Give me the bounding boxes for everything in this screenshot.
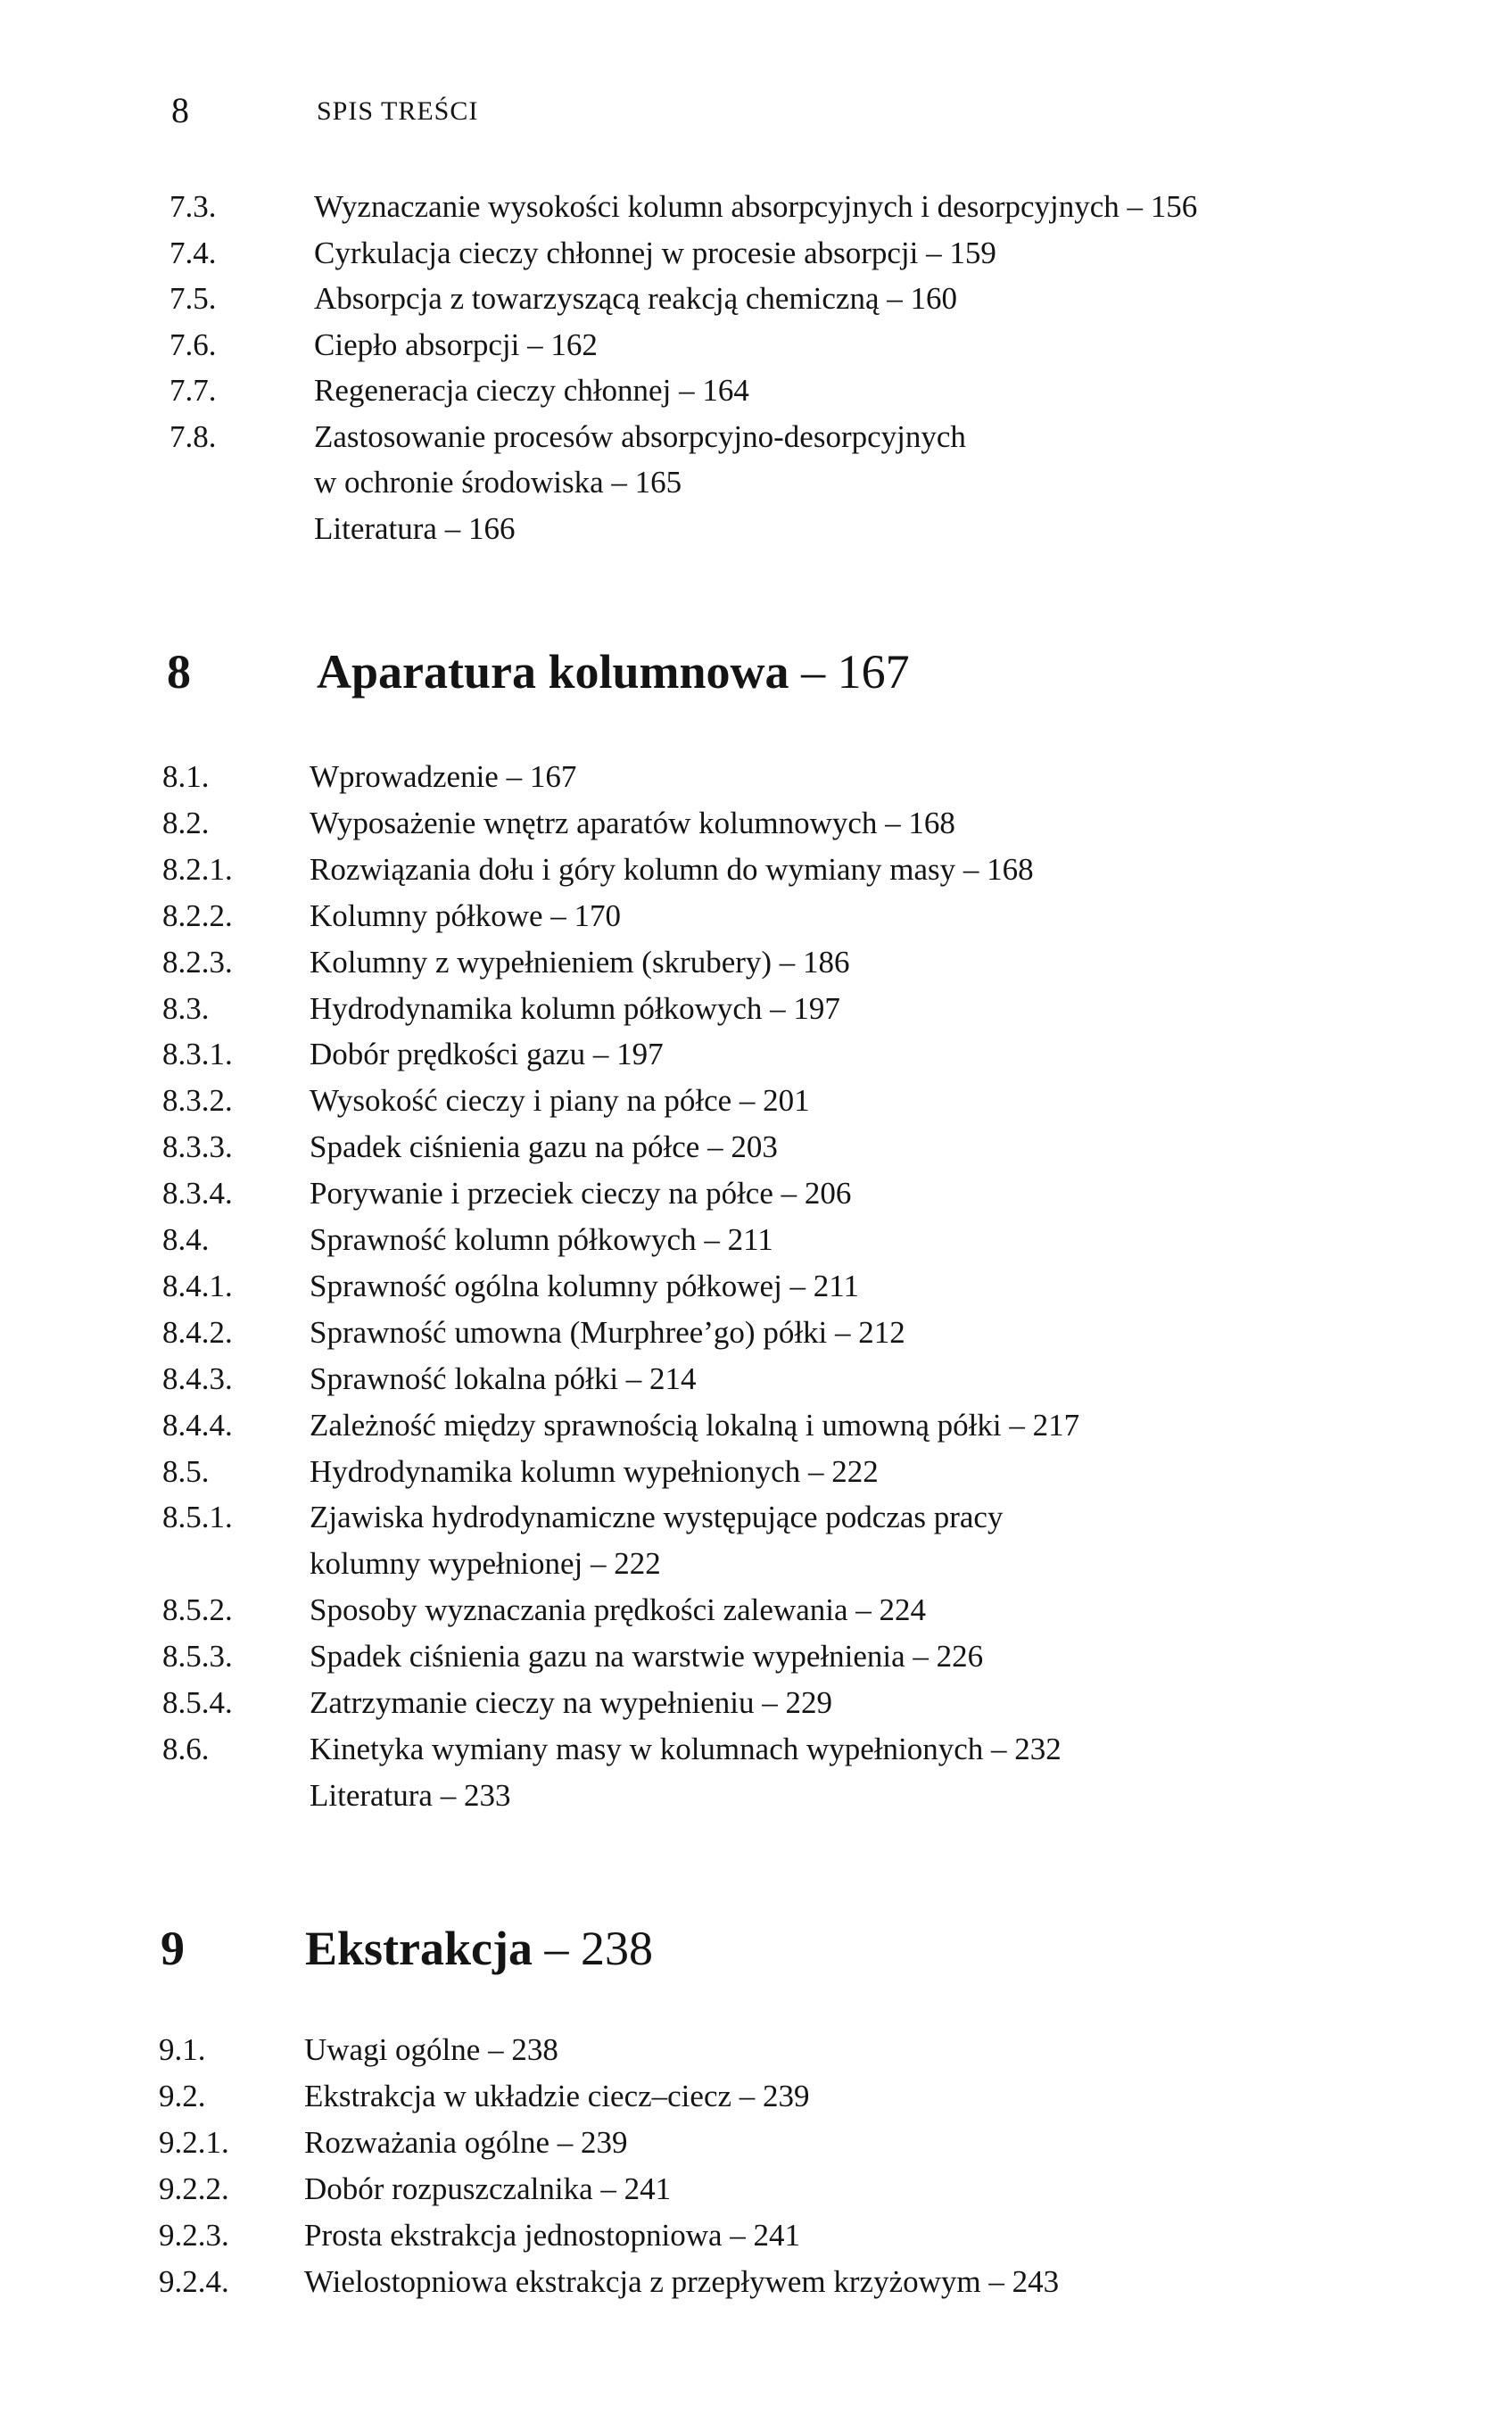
toc-entry-number: 9.2.4. [159,2264,229,2299]
toc-entry-number: 9.1. [159,2032,206,2067]
toc-entry-title: Wysokość cieczy i piany na półce – 201 [310,1083,810,1119]
toc-entry-title: Kolumny z wypełnieniem (skrubery) – 186 [310,944,850,980]
toc-entry-number: 8.2. [162,805,210,840]
toc-entry-title: Absorpcja z towarzyszącą reakcją chemiczną – 160 [314,281,958,316]
toc-entry-title: Uwagi ogólne – 238 [304,2032,558,2067]
toc-entry-number: 8.5.2. [162,1592,233,1628]
toc-entry-number: 8.5.3. [162,1639,233,1675]
toc-entry-number: 8.3.1. [162,1037,233,1072]
toc-entry-title: Rozwiązania dołu i góry kolumn do wymiany masy – 168 [310,851,1034,887]
toc-entry-number: 8.3.2. [162,1083,233,1119]
toc-entry-number: 7.3. [169,189,217,224]
running-head: SPIS TREŚCI [317,96,479,126]
toc-entry-title: Porywanie i przeciek cieczy na półce – 206 [310,1176,852,1212]
chapter-title-text: Ekstrakcja [305,1922,533,1975]
toc-entry-number: 9.2. [159,2079,206,2113]
toc-entry-number: 8.3.3. [162,1129,233,1165]
chapter-title [305,1921,653,1976]
toc-entry-title: Kolumny półkowe – 170 [310,897,622,933]
toc-entry-title: Kinetyka wymiany masy w kolumnach wypełnionych – 232 [310,1731,1062,1766]
toc-entry-title: Zastosowanie procesów absorpcyjno-desorpcyjnych [314,418,966,454]
toc-entry-number: 8.4.3. [162,1360,233,1396]
toc-entry-number: 8.5.1. [162,1500,233,1535]
toc-entry-title: Sprawność ogólna kolumny półkowej – 211 [310,1268,860,1303]
toc-entry-title: Sprawność umowna (Murphree’go) półki – 212 [310,1314,905,1350]
toc-entry-number: 8.4.4. [162,1407,233,1443]
toc-entry-number: 9.2.2. [159,2171,229,2206]
toc-entry-title: Hydrodynamika kolumn półkowych – 197 [310,990,840,1026]
toc-entry-number: 8.5.4. [162,1685,233,1720]
toc-entry-title: Zjawiska hydrodynamiczne występujące podczas pracy [310,1500,1004,1535]
chapter-page: – 167 [801,645,910,699]
toc-entry-title: Ekstrakcja w układzie ciecz–ciecz – 239 [304,2079,810,2113]
toc-entry-title: Literatura – 233 [310,1777,511,1813]
toc-entry-title: Cyrkulacja cieczy chłonnej w procesie absorpcji – 159 [314,235,996,270]
chapter-number: 8 [167,645,191,699]
toc-entry-number: 8.2.2. [162,897,233,933]
toc-entry-number: 7.7. [169,373,217,408]
toc-entry-title: Dobór rozpuszczalnika – 241 [304,2171,672,2206]
toc-entry-number: 8.2.3. [162,944,233,980]
toc-entry-title: Prosta ekstrakcja jednostopniowa – 241 [304,2218,801,2253]
toc-entry-title: Wielostopniowa ekstrakcja z przepływem krzyżowym – 243 [304,2264,1060,2299]
toc-entry-number: 8.1. [162,759,210,794]
toc-entry-title: Dobór prędkości gazu – 197 [310,1037,664,1072]
toc-entry-title: w ochronie środowiska – 165 [314,465,682,500]
toc-entry-title: Zatrzymanie cieczy na wypełnieniu – 229 [310,1685,833,1720]
toc-entry-title: Regeneracja cieczy chłonnej – 164 [314,373,749,408]
toc-entry-title: Rozważania ogólne – 239 [304,2125,628,2160]
page-number: 8 [171,90,189,130]
chapter-title [317,644,910,699]
chapter-number: 9 [161,1922,185,1975]
toc-entry-number: 8.4. [162,1222,210,1257]
toc-entry-title: Sprawność lokalna półki – 214 [310,1360,697,1396]
toc-entry-title: Wprowadzenie – 167 [310,759,577,794]
toc-entry-number: 7.6. [169,327,217,362]
toc-entry-number: 7.8. [169,418,217,454]
toc-entry-title: Spadek ciśnienia gazu na warstwie wypełnienia – 226 [310,1639,984,1675]
toc-entry-title: Sposoby wyznaczania prędkości zalewania – 224 [310,1592,927,1628]
toc-entry-number: 7.4. [169,235,217,270]
toc-entry-number: 8.6. [162,1731,210,1766]
toc-entry-number: 9.2.3. [159,2218,229,2253]
toc-entry-title: Hydrodynamika kolumn wypełnionych – 222 [310,1453,879,1489]
toc-entry-number: 7.5. [169,281,217,316]
toc-entry-number: 8.2.1. [162,851,233,887]
toc-entry-title: Zależność między sprawnością lokalną i umowną półki – 217 [310,1407,1080,1443]
toc-entry-title: Literatura – 166 [314,510,516,546]
toc-entry-number: 8.3. [162,990,210,1026]
toc-entry-number: 9.2.1. [159,2125,229,2160]
chapter-page: – 238 [544,1922,653,1975]
toc-entry-title: Sprawność kolumn półkowych – 211 [310,1222,773,1257]
toc-entry-number: 8.5. [162,1453,210,1489]
toc-entry-number: 8.4.1. [162,1268,233,1303]
toc-entry-title: Wyposażenie wnętrz aparatów kolumnowych – 168 [310,805,955,840]
toc-entry-title: Spadek ciśnienia gazu na półce – 203 [310,1129,778,1165]
toc-entry-title: kolumny wypełnionej – 222 [310,1546,661,1582]
toc-entry-title: Ciepło absorpcji – 162 [314,327,598,362]
toc-entry-number: 8.3.4. [162,1176,233,1212]
toc-entry-title: Wyznaczanie wysokości kolumn absorpcyjnych i desorpcyjnych – 156 [314,189,1198,224]
chapter-title-text: Aparatura kolumnowa [317,645,789,699]
toc-entry-number: 8.4.2. [162,1314,233,1350]
